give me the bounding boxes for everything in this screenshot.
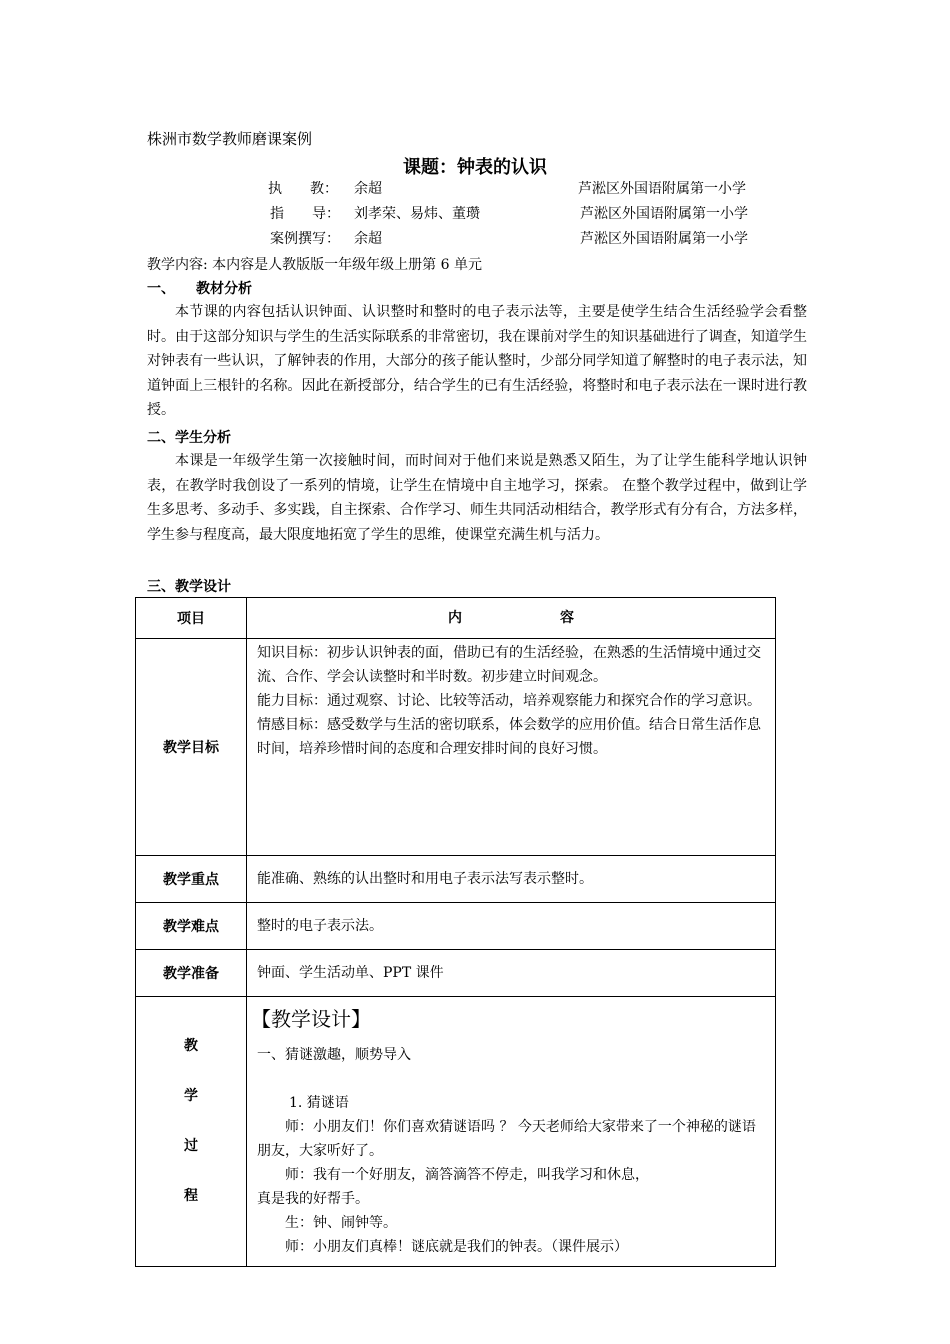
goal-ability: 能力目标：通过观察、讨论、比较等活动，培养观察能力和探究合作的学习意识。 bbox=[257, 693, 761, 709]
table-row bbox=[136, 950, 776, 997]
process-char: 学 bbox=[184, 1087, 198, 1104]
process-teacher-riddle: 师：我有一个好朋友，滴答滴答不停走，叫我学习和休息， bbox=[285, 1166, 649, 1183]
staff-teacher-label: 执 教： bbox=[268, 181, 338, 197]
staff-teacher-school: 芦淞区外国语附属第一小学 bbox=[578, 181, 746, 197]
staff-guide-school: 芦淞区外国语附属第一小学 bbox=[580, 206, 748, 222]
key-point-label: 教学重点 bbox=[136, 856, 247, 903]
staff-guide-names: 刘孝荣、易炜、董瓒 bbox=[354, 206, 480, 222]
difficulty-label: 教学难点 bbox=[136, 903, 247, 950]
staff-writer-name: 余超 bbox=[354, 231, 382, 247]
header-content-label: 内 容 bbox=[247, 598, 776, 639]
key-point-content: 能准确、熟练的认出整时和用电子表示法写表示整时。 bbox=[247, 856, 776, 903]
goal-label: 教学目标 bbox=[136, 639, 247, 856]
table-row bbox=[136, 598, 776, 639]
section-2-title: 二、学生分析 bbox=[147, 430, 231, 446]
goal-knowledge: 知识目标：初步认识钟表的面，借助已有的生活经验，在熟悉的生活情境中通过交流、合作、学会认读整时和半时数。初步建立时间观念。 bbox=[257, 645, 761, 685]
section-1-body: 本节课的内容包括认识钟面、认识整时和整时的电子表示法等，主要是使学生结合生活经验学会看整时。由于这部分知识与学生的生活实际联系的非常密切，我在课前对学生的知识基础进行了调查，知道学生对钟表有一些认识，了解钟表的作用，大部分的孩子能认整时，少部分同学知道了解整时的电子表示法，知道钟面上三根针的名称。因此在新授部分，结合学生的已有生活经验，将整时和电子表示法在一课时进行教授。 bbox=[147, 304, 807, 418]
process-teacher-reveal: 师：小朋友们真棒！谜底就是我们的钟表。（课件展示） bbox=[285, 1238, 628, 1255]
difficulty-content: 整时的电子表示法。 bbox=[247, 903, 776, 950]
document-header: 株洲市数学教师磨课案例 bbox=[147, 130, 313, 148]
teaching-content: 教学内容: 本内容是人教版版一年级年级上册第 6 单元 bbox=[147, 257, 482, 273]
staff-teacher-name: 余超 bbox=[354, 181, 382, 197]
teaching-design-table bbox=[135, 597, 776, 1267]
section-2-body: 本课是一年级学生第一次接触时间，而时间对于他们来说是熟悉又陌生，为了让学生能科学地认识钟表，在教学时我创设了一系列的情境，让学生在情境中自主地学习，探索。 在整个教学过程中，做到让学生多思考、多动手、多实践，自主探索、合作学习、师生共同活动相结合，教学形式有分有合，方法多样，学生参与程度高，最大限度地拓宽了学生的思维，使课堂充满生机与活力。 bbox=[147, 453, 807, 543]
header-item-label: 项目 bbox=[136, 598, 247, 639]
process-heading: 【教学设计】 bbox=[251, 1006, 371, 1031]
staff-guide-label: 指 导： bbox=[270, 206, 340, 222]
process-teacher-line: 师：小朋友们！你们喜欢猜谜语吗 ？ 今天老师给大家带来了一个神秘的谜语朋友，大家听好了。 bbox=[257, 1118, 756, 1159]
table-row bbox=[136, 997, 776, 1267]
table-row bbox=[136, 903, 776, 950]
process-char: 过 bbox=[184, 1137, 198, 1154]
process-label bbox=[136, 997, 247, 1267]
staff-writer-label: 案例撰写： bbox=[270, 231, 340, 247]
goal-emotion: 情感目标：感受数学与生活的密切联系，体会数学的应用价值。结合日常生活作息时间，培养珍惜时间的态度和合理安排时间的良好习惯。 bbox=[257, 717, 761, 757]
staff-writer-school: 芦淞区外国语附属第一小学 bbox=[580, 231, 748, 247]
preparation-label: 教学准备 bbox=[136, 950, 247, 997]
process-content bbox=[247, 997, 776, 1267]
process-char: 程 bbox=[184, 1187, 198, 1204]
process-step-1: 一、猜谜激趣，顺势导入 bbox=[257, 1046, 411, 1063]
table-row bbox=[136, 856, 776, 903]
section-3-title: 三、教学设计 bbox=[147, 579, 231, 595]
lesson-title: 课题：钟表的认识 bbox=[403, 157, 547, 178]
process-char: 教 bbox=[184, 1037, 198, 1054]
table-row bbox=[136, 639, 776, 856]
process-substep-1: 1. 猜谜语 bbox=[289, 1094, 349, 1111]
goal-content bbox=[247, 639, 776, 856]
section-1-title: 一、 教材分析 bbox=[147, 281, 252, 297]
process-student-answer: 生：钟、闹钟等。 bbox=[285, 1214, 397, 1231]
process-riddle-end: 真是我的好帮手。 bbox=[257, 1190, 369, 1207]
preparation-content: 钟面、学生活动单、PPT 课件 bbox=[247, 950, 776, 997]
